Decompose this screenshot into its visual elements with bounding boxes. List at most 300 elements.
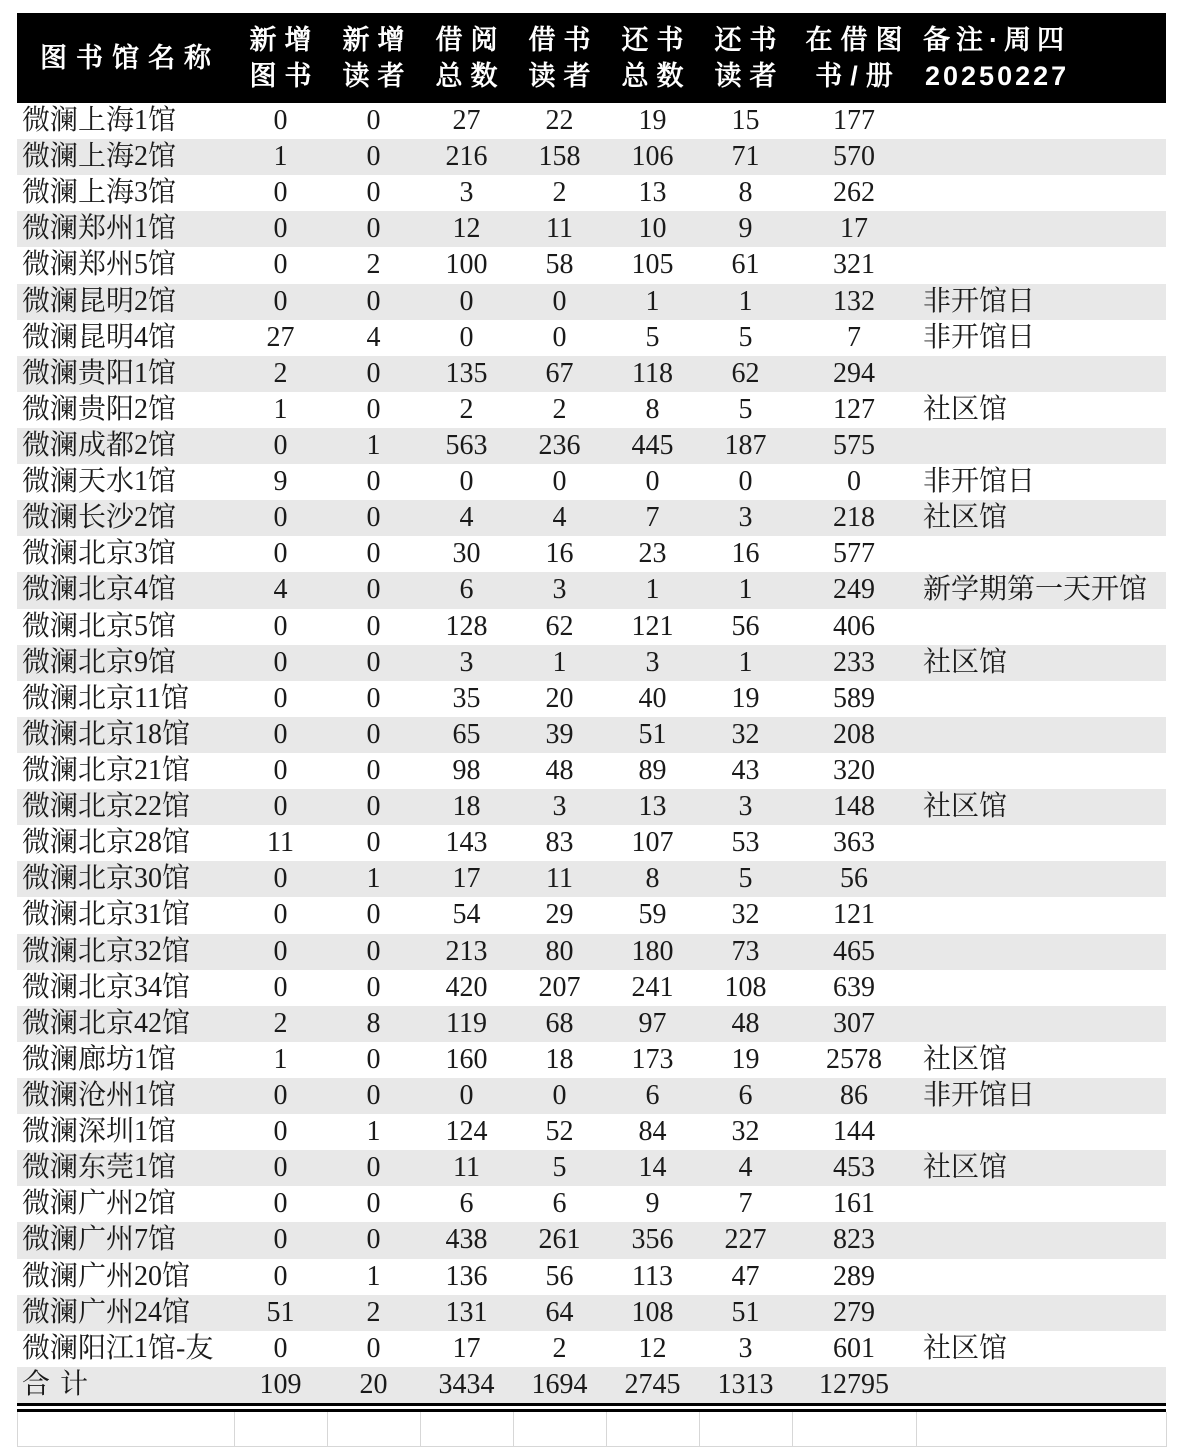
remark-cell: 非开馆日	[923, 285, 1036, 317]
value-cell: 0	[273, 718, 288, 750]
table-row	[17, 572, 1166, 608]
value-cell: 22	[545, 105, 574, 137]
value-cell: 0	[366, 213, 381, 245]
remark-cell	[916, 175, 1166, 211]
value-cell: 0	[366, 682, 381, 714]
library-name-cell: 微澜东莞1馆	[22, 1152, 177, 1184]
library-name-cell: 微澜北京42馆	[22, 1007, 191, 1039]
table-bottom-double-rule	[17, 1403, 1166, 1412]
table-row	[17, 211, 1166, 247]
value-cell: 3434	[438, 1368, 495, 1400]
value-cell: 279	[833, 1296, 875, 1328]
value-cell: 177	[833, 105, 875, 137]
remark-cell	[916, 970, 1166, 1006]
value-cell: 227	[724, 1224, 767, 1256]
value-cell: 56	[731, 610, 760, 642]
table-row	[17, 1042, 1166, 1078]
total-label-cell: 合计	[22, 1368, 99, 1400]
value-cell: 2	[552, 393, 567, 425]
value-cell: 0	[366, 177, 381, 209]
table-row	[17, 1114, 1166, 1150]
value-cell: 14	[638, 1152, 667, 1184]
value-cell: 0	[366, 1332, 381, 1364]
value-cell: 261	[538, 1224, 581, 1256]
value-cell: 233	[833, 646, 875, 678]
library-name-cell: 微澜北京32馆	[22, 935, 191, 967]
value-cell: 1	[366, 863, 381, 895]
value-cell: 7	[847, 321, 861, 353]
remark-cell: 社区馆	[923, 1152, 1008, 1184]
value-cell: 2	[273, 1007, 288, 1039]
empty-cell	[514, 1412, 607, 1447]
value-cell: 173	[631, 1043, 674, 1075]
table-row	[17, 1295, 1166, 1331]
value-cell: 0	[459, 1080, 474, 1111]
value-cell: 0	[366, 105, 381, 137]
value-cell: 639	[833, 971, 875, 1003]
value-cell: 52	[545, 1116, 574, 1148]
value-cell: 0	[273, 863, 288, 895]
value-cell: 0	[847, 466, 861, 498]
remark-cell: 社区馆	[923, 646, 1008, 678]
table-row	[17, 934, 1166, 970]
library-name-cell: 微澜广州2馆	[22, 1188, 177, 1220]
value-cell: 0	[273, 682, 288, 714]
value-cell: 97	[638, 1007, 667, 1039]
value-cell: 161	[833, 1188, 875, 1220]
value-cell: 0	[273, 791, 288, 823]
value-cell: 2	[459, 393, 474, 425]
value-cell: 577	[833, 538, 875, 570]
value-cell: 19	[731, 1043, 760, 1075]
value-cell: 0	[273, 213, 288, 245]
value-cell: 2745	[624, 1368, 681, 1400]
value-cell: 1	[366, 1260, 381, 1292]
remark-cell	[916, 536, 1166, 572]
value-cell: 0	[459, 285, 474, 317]
value-cell: 4	[273, 574, 288, 606]
value-cell: 0	[366, 1188, 381, 1220]
table-header-row	[17, 13, 1166, 103]
header-remark-date: 备注·周四 20250227	[923, 24, 1070, 91]
empty-cell	[917, 1412, 1167, 1447]
value-cell: 0	[366, 1224, 381, 1256]
remark-cell: 非开馆日	[923, 1080, 1036, 1111]
value-cell: 6	[645, 1080, 660, 1111]
value-cell: 30	[452, 538, 481, 570]
value-cell: 5	[738, 863, 753, 895]
value-cell: 213	[445, 935, 488, 967]
table-body	[17, 103, 1166, 1403]
remark-cell: 新学期第一天开馆	[923, 574, 1148, 606]
value-cell: 601	[833, 1332, 875, 1364]
value-cell: 47	[731, 1260, 760, 1292]
value-cell: 0	[552, 1080, 567, 1111]
value-cell: 0	[273, 538, 288, 570]
value-cell: 17	[452, 1332, 481, 1364]
value-cell: 563	[445, 430, 488, 462]
value-cell: 1694	[531, 1368, 588, 1400]
table-row	[17, 970, 1166, 1006]
value-cell: 135	[445, 357, 488, 389]
value-cell: 108	[631, 1296, 674, 1328]
value-cell: 0	[273, 1116, 288, 1148]
remark-cell	[916, 1259, 1166, 1295]
value-cell: 6	[552, 1188, 567, 1220]
header-label: 图书馆名称	[40, 42, 220, 73]
value-cell: 132	[833, 285, 875, 317]
value-cell: 136	[445, 1260, 488, 1292]
value-cell: 262	[833, 177, 875, 209]
value-cell: 143	[445, 827, 488, 859]
value-cell: 16	[731, 538, 760, 570]
value-cell: 207	[538, 971, 581, 1003]
value-cell: 32	[731, 718, 760, 750]
value-cell: 2	[366, 249, 381, 281]
value-cell: 289	[833, 1260, 875, 1292]
value-cell: 29	[545, 899, 574, 931]
value-cell: 180	[631, 935, 674, 967]
value-cell: 241	[631, 971, 674, 1003]
value-cell: 0	[273, 249, 288, 281]
value-cell: 3	[552, 574, 567, 606]
value-cell: 0	[366, 899, 381, 931]
value-cell: 65	[452, 718, 481, 750]
value-cell: 11	[453, 1152, 480, 1184]
value-cell: 823	[833, 1224, 875, 1256]
table-row	[17, 1222, 1166, 1258]
table-row	[17, 1259, 1166, 1295]
value-cell: 124	[445, 1116, 488, 1148]
value-cell: 20	[545, 682, 574, 714]
value-cell: 0	[366, 502, 381, 534]
value-cell: 9	[645, 1188, 660, 1220]
value-cell: 51	[638, 718, 667, 750]
value-cell: 589	[833, 682, 875, 714]
library-name-cell: 微澜上海2馆	[22, 141, 177, 173]
value-cell: 0	[366, 610, 381, 642]
value-cell: 48	[545, 755, 574, 787]
value-cell: 18	[452, 791, 481, 823]
table-row	[17, 500, 1166, 536]
value-cell: 1	[738, 285, 753, 317]
library-name-cell: 微澜廊坊1馆	[22, 1043, 177, 1075]
value-cell: 0	[366, 1043, 381, 1075]
value-cell: 5	[645, 321, 660, 353]
empty-cell	[235, 1412, 328, 1447]
library-name-cell: 微澜北京4馆	[22, 574, 177, 606]
value-cell: 56	[840, 863, 868, 895]
library-name-cell: 微澜北京31馆	[22, 899, 191, 931]
table-row	[17, 681, 1166, 717]
value-cell: 208	[833, 718, 875, 750]
value-cell: 0	[273, 1080, 288, 1111]
value-cell: 3	[738, 1332, 753, 1364]
value-cell: 0	[645, 466, 660, 498]
value-cell: 8	[645, 863, 660, 895]
value-cell: 160	[445, 1043, 488, 1075]
library-name-cell: 微澜北京9馆	[22, 646, 177, 678]
table-row	[17, 1078, 1166, 1114]
value-cell: 131	[445, 1296, 488, 1328]
value-cell: 438	[445, 1224, 488, 1256]
library-name-cell: 微澜北京30馆	[22, 863, 191, 895]
value-cell: 445	[631, 430, 674, 462]
value-cell: 32	[731, 899, 760, 931]
value-cell: 2578	[826, 1043, 882, 1075]
value-cell: 0	[366, 466, 381, 498]
remark-cell	[916, 428, 1166, 464]
value-cell: 0	[273, 1260, 288, 1292]
value-cell: 13	[638, 177, 667, 209]
value-cell: 3	[738, 502, 753, 534]
value-cell: 5	[738, 321, 753, 353]
value-cell: 100	[445, 249, 488, 281]
value-cell: 19	[731, 682, 760, 714]
value-cell: 11	[267, 827, 294, 859]
value-cell: 53	[731, 827, 760, 859]
remark-cell	[916, 717, 1166, 753]
value-cell: 98	[452, 755, 481, 787]
value-cell: 0	[738, 466, 753, 498]
remark-cell	[916, 825, 1166, 861]
value-cell: 575	[833, 430, 875, 462]
value-cell: 80	[545, 935, 574, 967]
library-name-cell: 微澜贵阳1馆	[22, 357, 177, 389]
value-cell: 0	[366, 755, 381, 787]
value-cell: 307	[833, 1007, 875, 1039]
value-cell: 236	[538, 430, 581, 462]
value-cell: 321	[833, 249, 875, 281]
value-cell: 86	[840, 1080, 868, 1111]
library-name-cell: 微澜天水1馆	[22, 466, 177, 498]
value-cell: 10	[638, 213, 667, 245]
table-row	[17, 1150, 1166, 1186]
value-cell: 144	[833, 1116, 875, 1148]
library-name-cell: 微澜郑州1馆	[22, 213, 177, 245]
table-row	[17, 284, 1166, 320]
value-cell: 61	[731, 249, 760, 281]
value-cell: 58	[545, 249, 574, 281]
value-cell: 128	[445, 610, 488, 642]
value-cell: 73	[731, 935, 760, 967]
library-name-cell: 微澜深圳1馆	[22, 1116, 177, 1148]
value-cell: 0	[273, 1152, 288, 1184]
table-row	[17, 861, 1166, 897]
value-cell: 0	[366, 1080, 381, 1111]
value-cell: 4	[459, 502, 474, 534]
library-name-cell: 微澜北京3馆	[22, 538, 177, 570]
value-cell: 64	[545, 1296, 574, 1328]
value-cell: 113	[632, 1260, 673, 1292]
value-cell: 0	[459, 466, 474, 498]
value-cell: 406	[833, 610, 875, 642]
value-cell: 32	[731, 1116, 760, 1148]
table-row	[17, 825, 1166, 861]
value-cell: 0	[273, 1332, 288, 1364]
library-name-cell: 微澜阳江1馆-友	[22, 1332, 214, 1364]
library-name-cell: 微澜北京5馆	[22, 610, 177, 642]
value-cell: 121	[833, 899, 875, 931]
value-cell: 15	[731, 105, 760, 137]
value-cell: 11	[546, 863, 573, 895]
value-cell: 2	[552, 1332, 567, 1364]
value-cell: 0	[273, 502, 288, 534]
value-cell: 23	[638, 538, 667, 570]
value-cell: 0	[459, 321, 474, 353]
library-name-cell: 微澜昆明4馆	[22, 321, 177, 353]
library-name-cell: 微澜广州20馆	[22, 1260, 191, 1292]
table-row	[17, 1186, 1166, 1222]
value-cell: 6	[459, 1188, 474, 1220]
value-cell: 43	[731, 755, 760, 787]
table-row	[17, 464, 1166, 500]
remark-cell	[916, 103, 1166, 139]
remark-cell	[916, 1006, 1166, 1042]
value-cell: 3	[738, 791, 753, 823]
value-cell: 106	[631, 141, 674, 173]
empty-cell	[607, 1412, 700, 1447]
value-cell: 1	[645, 574, 660, 606]
library-name-cell: 微澜长沙2馆	[22, 502, 177, 534]
library-name-cell: 微澜北京11馆	[22, 682, 189, 714]
value-cell: 0	[366, 357, 381, 389]
header-new-readers: 新增 读者	[342, 24, 413, 91]
value-cell: 107	[631, 827, 674, 859]
value-cell: 3	[645, 646, 660, 678]
value-cell: 0	[273, 1224, 288, 1256]
value-cell: 18	[545, 1043, 574, 1075]
value-cell: 2	[366, 1296, 381, 1328]
value-cell: 0	[273, 1188, 288, 1220]
value-cell: 0	[273, 935, 288, 967]
value-cell: 6	[459, 574, 474, 606]
table-row	[17, 536, 1166, 572]
library-name-cell: 微澜北京34馆	[22, 971, 191, 1003]
value-cell: 27	[266, 321, 295, 353]
value-cell: 1	[366, 430, 381, 462]
value-cell: 68	[545, 1007, 574, 1039]
remark-cell	[916, 897, 1166, 933]
table-row	[17, 139, 1166, 175]
value-cell: 218	[833, 502, 875, 534]
value-cell: 48	[731, 1007, 760, 1039]
value-cell: 118	[632, 357, 673, 389]
value-cell: 2	[273, 357, 288, 389]
empty-cell	[328, 1412, 421, 1447]
library-name-cell: 微澜贵阳2馆	[22, 393, 177, 425]
library-name-cell: 微澜成都2馆	[22, 430, 177, 462]
empty-cell	[421, 1412, 514, 1447]
value-cell: 0	[366, 538, 381, 570]
remark-cell: 社区馆	[923, 393, 1008, 425]
table-row	[17, 175, 1166, 211]
value-cell: 40	[638, 682, 667, 714]
value-cell: 89	[638, 755, 667, 787]
value-cell: 3	[552, 791, 567, 823]
value-cell: 1313	[717, 1368, 774, 1400]
library-name-cell: 微澜北京22馆	[22, 791, 191, 823]
value-cell: 71	[731, 141, 760, 173]
value-cell: 0	[366, 574, 381, 606]
value-cell: 12795	[819, 1368, 889, 1400]
value-cell: 0	[273, 177, 288, 209]
remark-cell	[916, 139, 1166, 175]
value-cell: 0	[552, 321, 567, 353]
value-cell: 67	[545, 357, 574, 389]
value-cell: 3	[459, 177, 474, 209]
value-cell: 8	[366, 1007, 381, 1039]
header-total-borrows: 借阅 总数	[435, 24, 506, 91]
header-total-returns: 还书 总数	[621, 24, 692, 91]
value-cell: 0	[273, 105, 288, 137]
value-cell: 465	[833, 935, 875, 967]
remark-cell	[916, 1222, 1166, 1258]
value-cell: 17	[452, 863, 481, 895]
value-cell: 121	[631, 610, 674, 642]
header-returning-readers: 还书 读者	[714, 24, 785, 91]
value-cell: 119	[446, 1007, 487, 1039]
value-cell: 1	[738, 646, 753, 678]
value-cell: 356	[631, 1224, 674, 1256]
library-name-cell: 微澜北京18馆	[22, 718, 191, 750]
value-cell: 187	[724, 430, 767, 462]
value-cell: 20	[359, 1368, 388, 1400]
value-cell: 0	[366, 718, 381, 750]
value-cell: 84	[638, 1116, 667, 1148]
value-cell: 0	[273, 285, 288, 317]
value-cell: 0	[552, 466, 567, 498]
value-cell: 12	[452, 213, 481, 245]
value-cell: 0	[273, 610, 288, 642]
value-cell: 0	[366, 646, 381, 678]
value-cell: 5	[552, 1152, 567, 1184]
value-cell: 0	[366, 935, 381, 967]
value-cell: 1	[738, 574, 753, 606]
value-cell: 1	[273, 393, 288, 425]
remark-cell	[916, 1186, 1166, 1222]
value-cell: 7	[645, 502, 660, 534]
remark-cell	[916, 1295, 1166, 1331]
value-cell: 1	[273, 141, 288, 173]
value-cell: 148	[833, 791, 875, 823]
value-cell: 127	[833, 393, 875, 425]
table-row	[17, 103, 1166, 139]
value-cell: 0	[366, 285, 381, 317]
remark-cell	[916, 356, 1166, 392]
table-row	[17, 609, 1166, 645]
table-row	[17, 789, 1166, 825]
value-cell: 0	[273, 646, 288, 678]
empty-grid-row	[17, 1412, 1166, 1447]
remark-cell: 非开馆日	[923, 466, 1036, 498]
header-books-on-loan: 在借图 书/册	[805, 24, 911, 91]
value-cell: 13	[638, 791, 667, 823]
value-cell: 108	[724, 971, 767, 1003]
library-name-cell: 微澜上海3馆	[22, 177, 177, 209]
value-cell: 109	[259, 1368, 302, 1400]
table-row	[17, 1331, 1166, 1367]
table-row	[17, 1006, 1166, 1042]
library-name-cell: 微澜上海1馆	[22, 105, 177, 137]
remark-cell: 社区馆	[923, 502, 1008, 534]
value-cell: 0	[366, 393, 381, 425]
table-row	[17, 428, 1166, 464]
value-cell: 19	[638, 105, 667, 137]
remark-cell	[916, 247, 1166, 283]
value-cell: 0	[273, 430, 288, 462]
value-cell: 7	[738, 1188, 753, 1220]
